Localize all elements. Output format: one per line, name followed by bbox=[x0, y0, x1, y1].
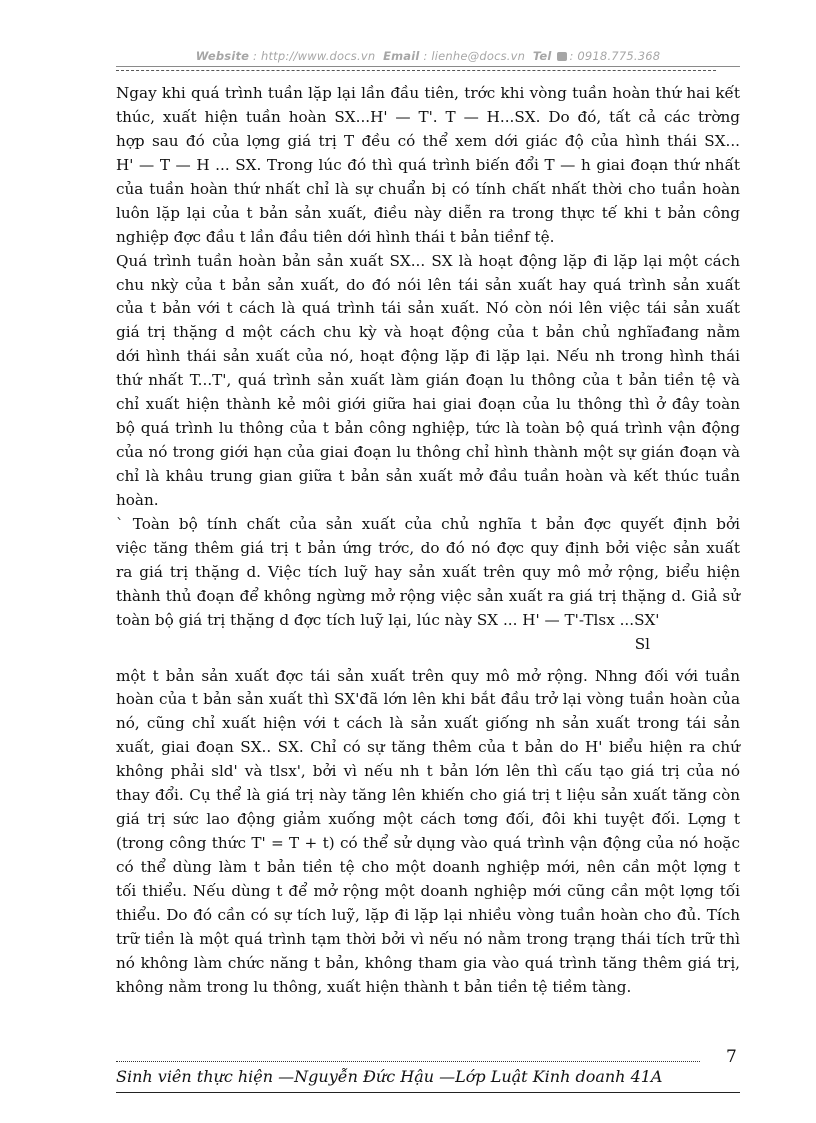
text-line: bộ quá trình lu thông của t bản công nghiệp, tức là toàn bộ quá trình vận động bbox=[116, 419, 740, 438]
text-line: thiểu. Do đó cần có sự tích luỹ, lặp đi lặp lại nhiều vòng tuần hoàn cho đủ. Tích bbox=[116, 905, 740, 924]
text-line: giá trị thặng d một cách chu kỳ và hoạt động của t bản chủ nghĩađang nằm bbox=[116, 323, 740, 342]
formula-subscript: Sl bbox=[634, 634, 650, 653]
text-line: chỉ xuất hiện thành kẻ môi giới giữa hai giai đoạn của lu thông thì ở đây toàn bbox=[116, 395, 740, 414]
tel-label: Tel bbox=[532, 49, 552, 63]
text-line: thay đổi. Cụ thể là giá trị này tăng lên khiến cho giá trị t liệu sản xuất tăng còn bbox=[116, 786, 740, 805]
text-line: luôn lặp lại của t bản sản xuất, điều này diễn ra trong thực tế khi t bản công bbox=[116, 203, 740, 222]
text-line: chu nkỳ của t bản sản xuất, do đó nói lên tái sản xuất hay quá trình sản xuất bbox=[116, 275, 740, 294]
text-line: Quá trình tuần hoàn bản sản xuất SX... SX là hoạt động lặp đi lặp lại một cách bbox=[116, 251, 740, 270]
text-line: ra giá trị thặng d. Việc tích luỹ hay sản xuất trên quy mô mở rộng, biểu hiện bbox=[116, 562, 740, 581]
text-line: chỉ là khâu trung gian giữa t bản sản xuất mở đầu tuần hoàn và kết thúc tuần bbox=[116, 467, 740, 485]
text-line: thúc, xuất hiện tuần hoàn SX...H' — T'. T — H...SX. Do đó, tất cả các trờng bbox=[116, 107, 740, 126]
footer-rule bbox=[116, 1092, 740, 1093]
text-line: Ngay khi quá trình tuần lặp lại lần đầu tiên, trớc khi vòng tuần hoàn thứ hai kết bbox=[116, 84, 740, 102]
website-label: Website bbox=[195, 49, 250, 63]
page-header bbox=[116, 49, 740, 63]
footer-dotted-divider bbox=[116, 1061, 700, 1062]
text-line: thành thủ đoạn để không ngừng mở rộng việc sản xuất ra giá trị thặng d. Giả sử bbox=[116, 586, 740, 605]
text-line: nghiệp đợc đầu t lần đầu tiên dới hình thái t bản tiềnf tệ. bbox=[116, 227, 555, 246]
text-line: tối thiểu. Nếu dùng t để mở rộng một doanh nghiệp mới cũng cần một lợng tối bbox=[116, 881, 740, 900]
text-line: giá trị sức lao động giảm xuống một cách tơng đối, đôi khi tuyệt đối. Lợng t bbox=[116, 810, 740, 829]
text-line: (trong công thức T' = T + t) có thể sử dụng vào quá trình vận động của nó hoặc bbox=[116, 834, 740, 853]
text-line: của t bản với t cách là quá trình tái sản xuất. Nó còn nói lên việc tái sản xuất bbox=[116, 299, 740, 318]
text-line: một t bản sản xuất đợc tái sản xuất trên quy mô mở rộng. Nhng đối với tuần bbox=[116, 666, 740, 685]
text-line: xuất, giai đoạn SX.. SX. Chỉ có sự tăng thêm của t bản do H' biểu hiện ra chứ bbox=[116, 738, 740, 757]
text-line: hoàn. bbox=[116, 490, 159, 509]
text-line: H' — T — H ... SX. Trong lúc đó thì quá trình biến đổi T — h giai đoạn thứ nhất bbox=[116, 155, 740, 174]
phone-icon bbox=[557, 52, 567, 61]
text-block-2 bbox=[116, 665, 740, 1000]
text-line: ` Toàn bộ tính chất của sản xuất của chủ nghĩa t bản đợc quyết định bởi bbox=[116, 514, 740, 533]
text-line: dới hình thái sản xuất của nó, hoạt động lặp đi lặp lại. Nếu nh trong hình thái bbox=[116, 347, 740, 366]
page-number: 7 bbox=[726, 1047, 737, 1067]
text-line: nó, cũng chỉ xuất hiện với t cách là sản xuất giống nh sản xuất trong tái sản bbox=[116, 714, 740, 733]
text-line: trữ tiền là một quá trình tạm thời bởi vì nếu nó nằm trong trạng thái tích trữ thì bbox=[116, 929, 740, 948]
text-line: nó không làm chức năng t bản, không tham gia vào quá trình tăng thêm giá trị, bbox=[116, 953, 740, 972]
text-line: thứ nhất T...T', quá trình sản xuất làm gián đoạn lu thông của t bản tiền tệ và bbox=[116, 371, 740, 390]
header-dashed-divider bbox=[116, 70, 716, 71]
document-body bbox=[116, 82, 740, 1000]
text-line: hoàn của t bản sản xuất thì SX'đã lớn lên khi bắt đầu trở lại vòng tuần hoàn của bbox=[116, 690, 740, 709]
website-value[interactable]: : http://www.docs.vn bbox=[253, 49, 376, 63]
text-line: không nằm trong lu thông, xuất hiện thành t bản tiền tệ tiềm tàng. bbox=[116, 977, 632, 996]
text-line: không phải sld' và tlsx', bởi vì nếu nh t bản lớn lên thì cấu tạo giá trị của nó bbox=[116, 762, 740, 781]
text-line: toàn bộ giá trị thặng d đợc tích luỹ lại, lúc này SX ... H' — T'-Tlsx ...SX' bbox=[116, 610, 660, 629]
spacer bbox=[116, 657, 740, 665]
tel-value: : 0918.775.368 bbox=[569, 49, 661, 63]
email-label: Email bbox=[383, 49, 420, 63]
text-line: của tuần hoàn thứ nhất chỉ là sự chuẩn bị có tính chất nhất thời cho tuần hoàn bbox=[116, 179, 740, 198]
header-rule bbox=[116, 66, 740, 67]
text-line: của nó trong giới hạn của giai đoạn lu thông chỉ hình thành một sự gián đoạn và bbox=[116, 443, 740, 462]
text-line: việc tăng thêm giá trị t bản ứng trớc, do đó nó đợc quy định bởi việc sản xuất bbox=[116, 538, 740, 557]
footer-text: Sinh viên thực hiện —Nguyễn Đức Hậu —Lớp Luật Kinh doanh 41A bbox=[116, 1067, 663, 1086]
text-block-1 bbox=[116, 82, 740, 633]
text-line: hợp sau đó của lợng giá trị T đều có thể xem dới giác độ của hình thái SX... bbox=[116, 131, 740, 150]
text-line: có thể dùng làm t bản tiền tệ cho một doanh nghiệp mới, nên cần một lợng t bbox=[116, 858, 740, 876]
email-value[interactable]: : lienhe@docs.vn bbox=[423, 49, 526, 63]
